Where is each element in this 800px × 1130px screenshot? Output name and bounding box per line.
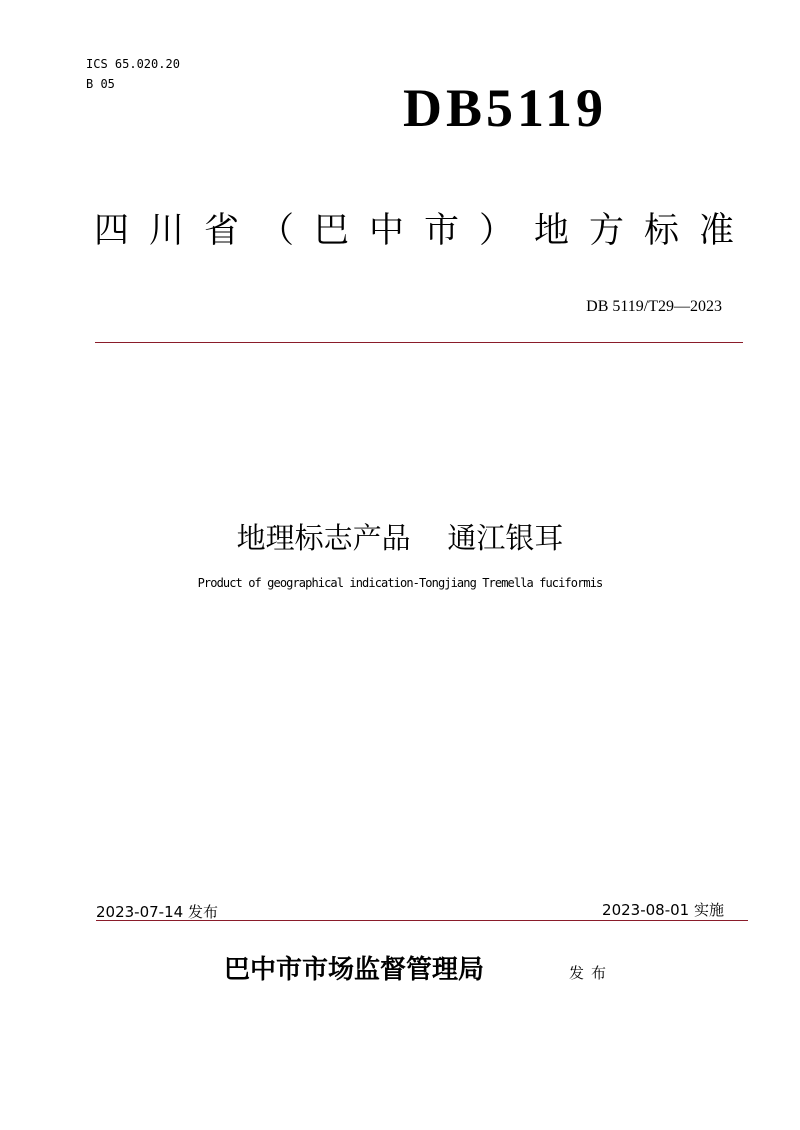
implementation-date: 2023-08-01 实施 [602, 901, 724, 919]
top-divider [95, 342, 743, 343]
issue-date: 2023-07-14 发布 [96, 903, 218, 921]
standard-title: 四川省（巴中市）地方标准 [94, 211, 755, 251]
standard-code: DB5119 [403, 78, 608, 138]
document-number: DB 5119/T29—2023 [586, 298, 722, 315]
document-title-chinese: 地理标志产品 通江银耳 [236, 521, 564, 555]
bottom-divider [96, 920, 748, 921]
document-title-english: Product of geographical indication-Tongjiang Tremella fuciformis [197, 576, 603, 590]
issuing-authority: 巴中市市场监督管理局 [224, 955, 485, 985]
issuing-label: 发布 [569, 964, 614, 982]
ccs-code: B 05 [86, 77, 115, 91]
ics-code: ICS 65.020.20 [86, 57, 180, 71]
